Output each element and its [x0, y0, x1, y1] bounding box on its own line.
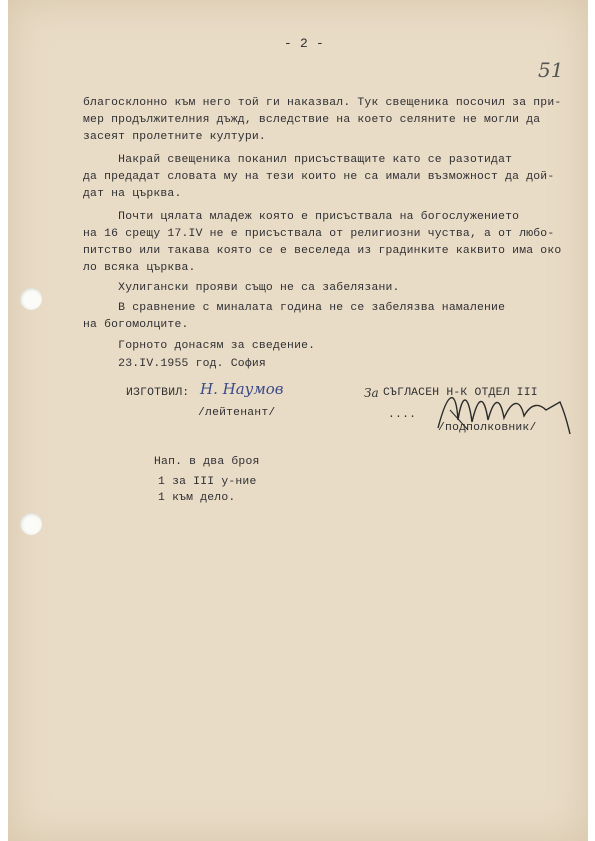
distribution-heading: Нап. в два броя [154, 456, 260, 468]
punch-hole-bottom [20, 513, 42, 535]
body-line: дат на църква. [83, 188, 182, 200]
document-page [8, 0, 588, 841]
prepared-by-rank: /лейтенант/ [198, 407, 276, 419]
approved-prefix: За [364, 386, 379, 400]
body-line: Горното донасям за сведение. [83, 340, 316, 352]
body-line: Почти цялата младеж която е присъствала на богослужението [83, 211, 520, 223]
body-line: ло всяка църква. [83, 262, 196, 274]
body-line: питство или такава която се е веселеда из градинките каквито има око [83, 245, 562, 257]
body-line: да предадат словата му на тези които не са имали възможност да дой- [83, 171, 555, 183]
distribution-item: 1 към дело. [158, 492, 236, 504]
distribution-item: 1 за III у-ние [158, 476, 257, 488]
body-line: мер продължителния дъжд, вследствие на което селяните не могли да [83, 114, 541, 126]
body-line: 23.IV.1955 год. София [83, 358, 266, 370]
body-line: благосклонно към него той ги наказвал. Тук свещеника посочил за при- [83, 97, 562, 109]
body-line: на 16 срещу 17.IV не е присъствала от религиозни чуства, а от любо- [83, 228, 555, 240]
body-line: на богомолците. [83, 319, 189, 331]
body-line: В сравнение с миналата година не се забелязва намаление [83, 302, 506, 314]
body-line: засеят пролетните култури. [83, 131, 266, 143]
approval-signature [428, 380, 578, 440]
prepared-by-signature: Н. Наумов [200, 380, 284, 398]
approved-by-rank: /подполковник/ [438, 422, 537, 434]
punch-hole-top [20, 288, 42, 310]
approved-dots: .... [388, 409, 417, 421]
approved-by-label: СЪГЛАСЕН Н-К ОТДЕЛ III [383, 387, 538, 399]
body-line: Хулигански прояви също не са забелязани. [83, 282, 400, 294]
page-number: - 2 - [284, 36, 325, 51]
body-line: Накрай свещеника поканил присъстващите като се разотидат [83, 154, 513, 166]
prepared-by-label: ИЗГОТВИЛ: [126, 387, 190, 399]
folio-number: 51 [538, 58, 564, 82]
